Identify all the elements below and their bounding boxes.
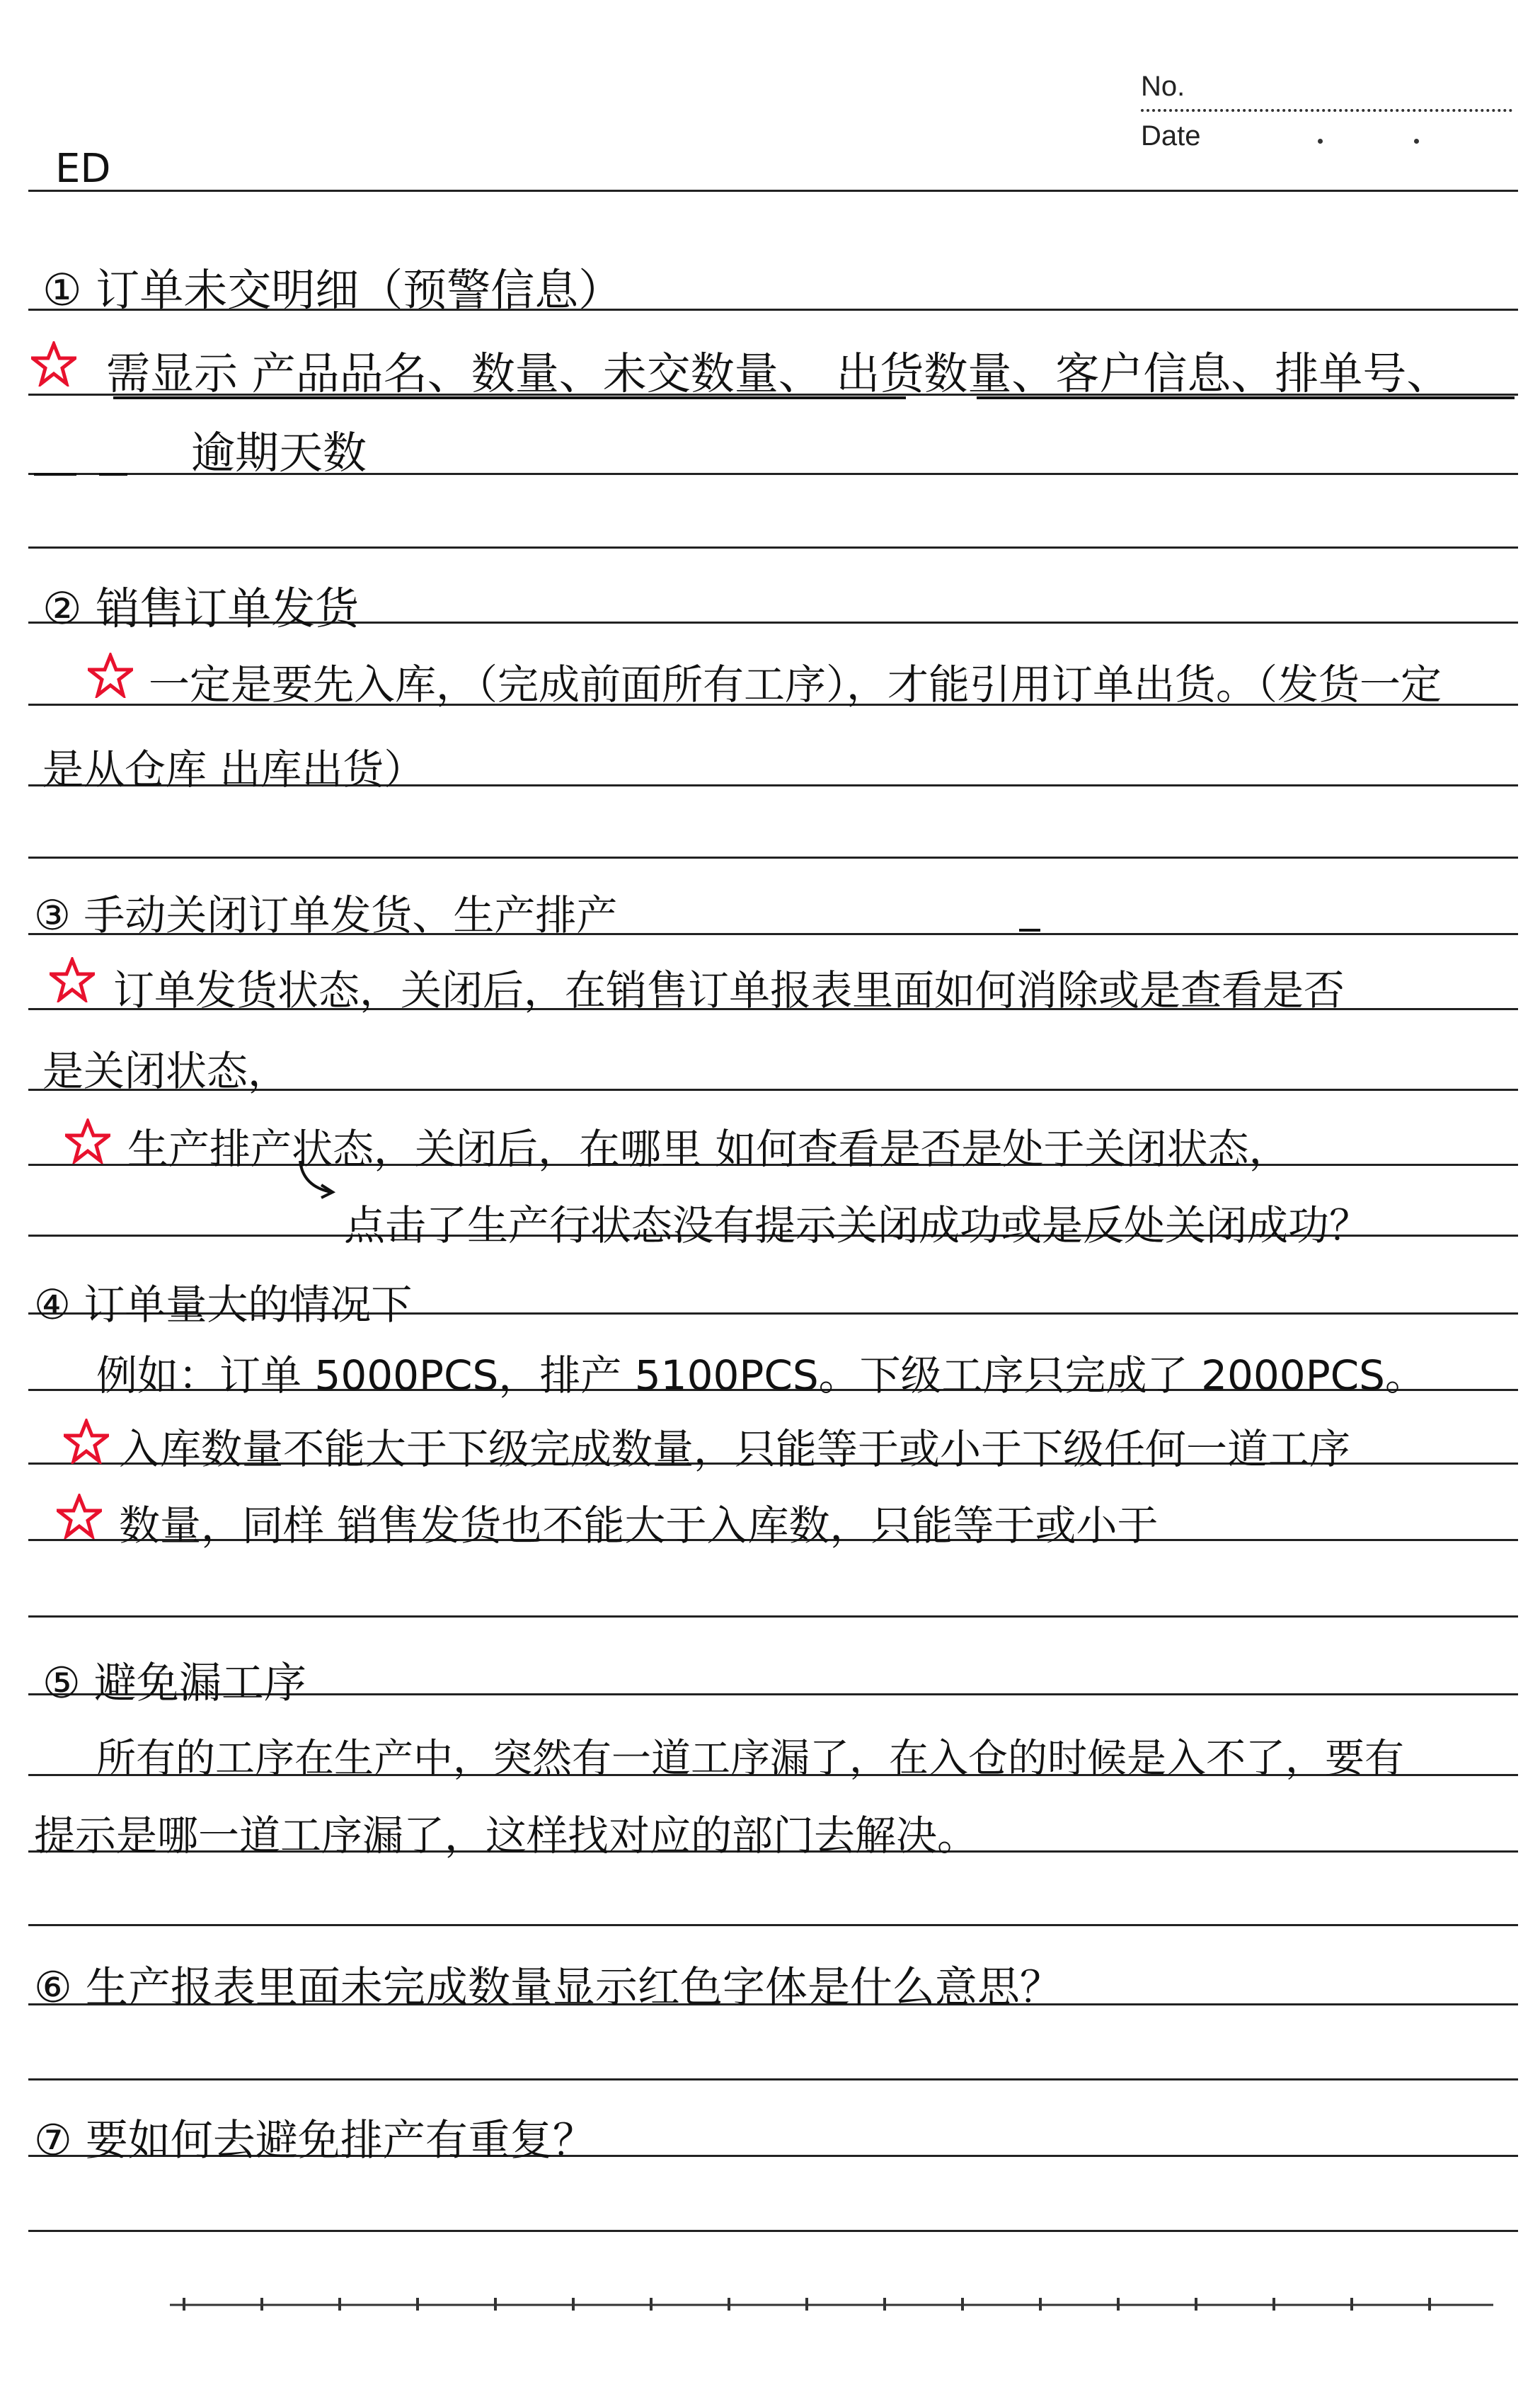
section-3-line-2: 是关闭状态， [42, 1047, 289, 1095]
section-5-heading: ⑤ 避免漏工序 [42, 1659, 306, 1708]
date-dot [1318, 139, 1323, 144]
section-5-line-1: 所有的工序在生产中，突然有一道工序漏了，在入仓的时候是入不了，要有 [96, 1736, 1404, 1782]
section-5-line-2: 提示是哪一道工序漏了，这样找对应的部门去解决。 [34, 1811, 979, 1860]
dash [99, 473, 127, 476]
section-4-line-1: 例如：订单 5000PCS，排产 5100PCS。下级工序只完成了 2000PCS。 [96, 1351, 1426, 1400]
rule-line [28, 2078, 1518, 2080]
section-2-line-2: 是从仓库 出库出货） [42, 745, 425, 794]
section-4-line-3: 数量，同样 销售发货也不能大于入库数，只能等于或小于 [119, 1501, 1159, 1550]
rule-line [28, 1924, 1518, 1926]
section-3-line-1: 订单发货状态，关闭后，在销售订单报表里面如何消除或是查看是否 [113, 966, 1345, 1014]
rule-line [28, 190, 1518, 192]
date-label: Date [1141, 120, 1201, 151]
rule-line [28, 2230, 1518, 2232]
red-star-icon [65, 1118, 110, 1164]
no-label: No. [1141, 71, 1185, 102]
header-code: ED [55, 146, 111, 192]
hand-drawn-arrow-icon [296, 1158, 338, 1201]
section-1-heading: ① 订单未交明细（预警信息） [42, 264, 623, 316]
section-3-line-3: 生产排产状态，关闭后，在哪里 如何查看是否是处于关闭状态， [127, 1125, 1290, 1173]
red-star-icon [50, 957, 95, 1002]
underline [113, 396, 906, 399]
section-7-heading: ⑦ 要如何去避免排产有重复？ [34, 2116, 595, 2165]
no-dotted-line [1141, 109, 1512, 112]
section-2-line-1: 一定是要先入库，（完成前面所有工序），才能引用订单出货。（发货一定 [149, 660, 1442, 709]
section-1-line-1: 需显示 产品品名、数量、未交数量、 出货数量、客户信息、排单号、 [106, 348, 1451, 399]
red-star-icon [31, 341, 76, 387]
red-star-icon [88, 653, 133, 698]
section-4-heading: ④ 订单量大的情况下 [34, 1281, 413, 1329]
section-2-heading: ② 销售订单发货 [42, 583, 360, 634]
dash [34, 473, 76, 476]
section-1-line-2: 逾期天数 [191, 427, 367, 479]
red-star-icon [57, 1494, 102, 1539]
rule-line [28, 857, 1518, 859]
rule-line [28, 1615, 1518, 1618]
red-star-icon [64, 1419, 109, 1464]
bottom-tick-line [170, 2296, 1493, 2311]
date-dot [1414, 139, 1419, 144]
section-4-line-2: 入库数量不能大于下级完成数量，只能等于或小于下级任何一道工序 [119, 1425, 1351, 1473]
section-3-heading: ③ 手动关闭订单发货、生产排产 [34, 891, 618, 939]
rule-line [28, 546, 1518, 549]
dash [1019, 929, 1040, 932]
section-6-heading: ⑥ 生产报表里面未完成数量显示红色字体是什么意思？ [34, 1963, 1062, 2013]
underline [977, 396, 1515, 399]
section-3-line-4: 点击了生产行状态没有提示关闭成功或是反处关闭成功？ [344, 1201, 1371, 1249]
